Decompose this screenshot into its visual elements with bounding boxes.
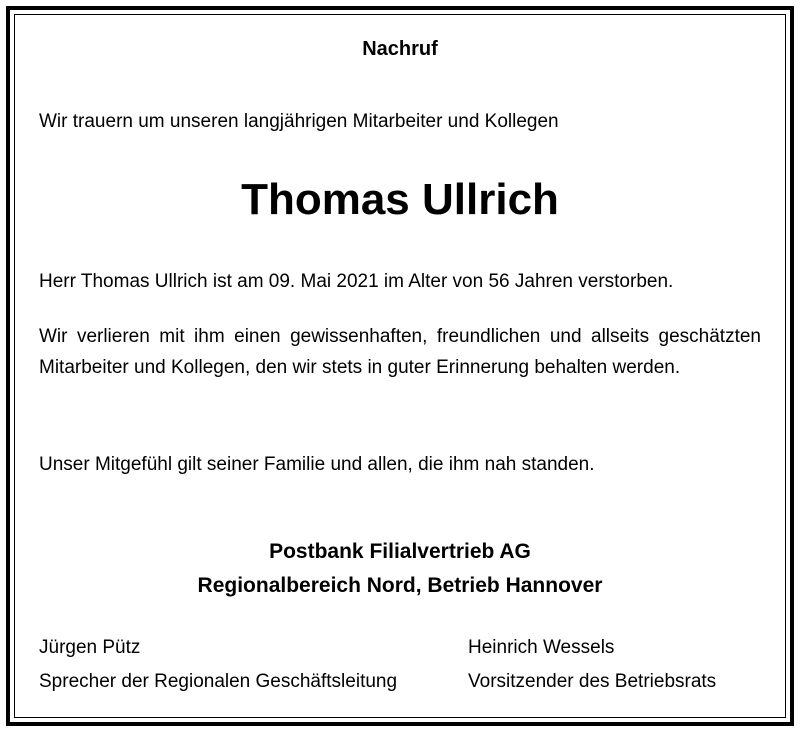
notice-heading: Nachruf [362,38,438,60]
organization-name: Postbank Filialvertrieb AG [269,540,531,563]
signatory-right [468,631,716,699]
signatory-left [39,631,397,699]
paragraph-death-info: Herr Thomas Ullrich ist am 09. Mai 2021 im Alter von 56 Jahren verstorben. [39,271,674,292]
paragraph-tribute: Wir verlieren mit ihm einen gewissenhaften, freundlichen und allseits geschätzten Mitarbeiter und Kollegen, den wir stets in guter Erinnerung behalten werden. [39,326,761,378]
signatory-title: Sprecher der Regionalen Geschäftsleitung [39,671,398,692]
organization-unit: Regionalbereich Nord, Betrieb Hannover [197,574,603,597]
signatory-title: Vorsitzender des Betriebsrats [468,671,717,692]
deceased-name: Thomas Ullrich [241,175,559,224]
signatory-name: Jürgen Pütz [39,637,141,658]
intro-text: Wir trauern um unseren langjährigen Mitarbeiter und Kollegen [39,111,559,132]
signatory-name: Heinrich Wessels [468,637,615,658]
paragraph-condolence: Unser Mitgefühl gilt seiner Familie und allen, die ihm nah standen. [39,454,595,475]
